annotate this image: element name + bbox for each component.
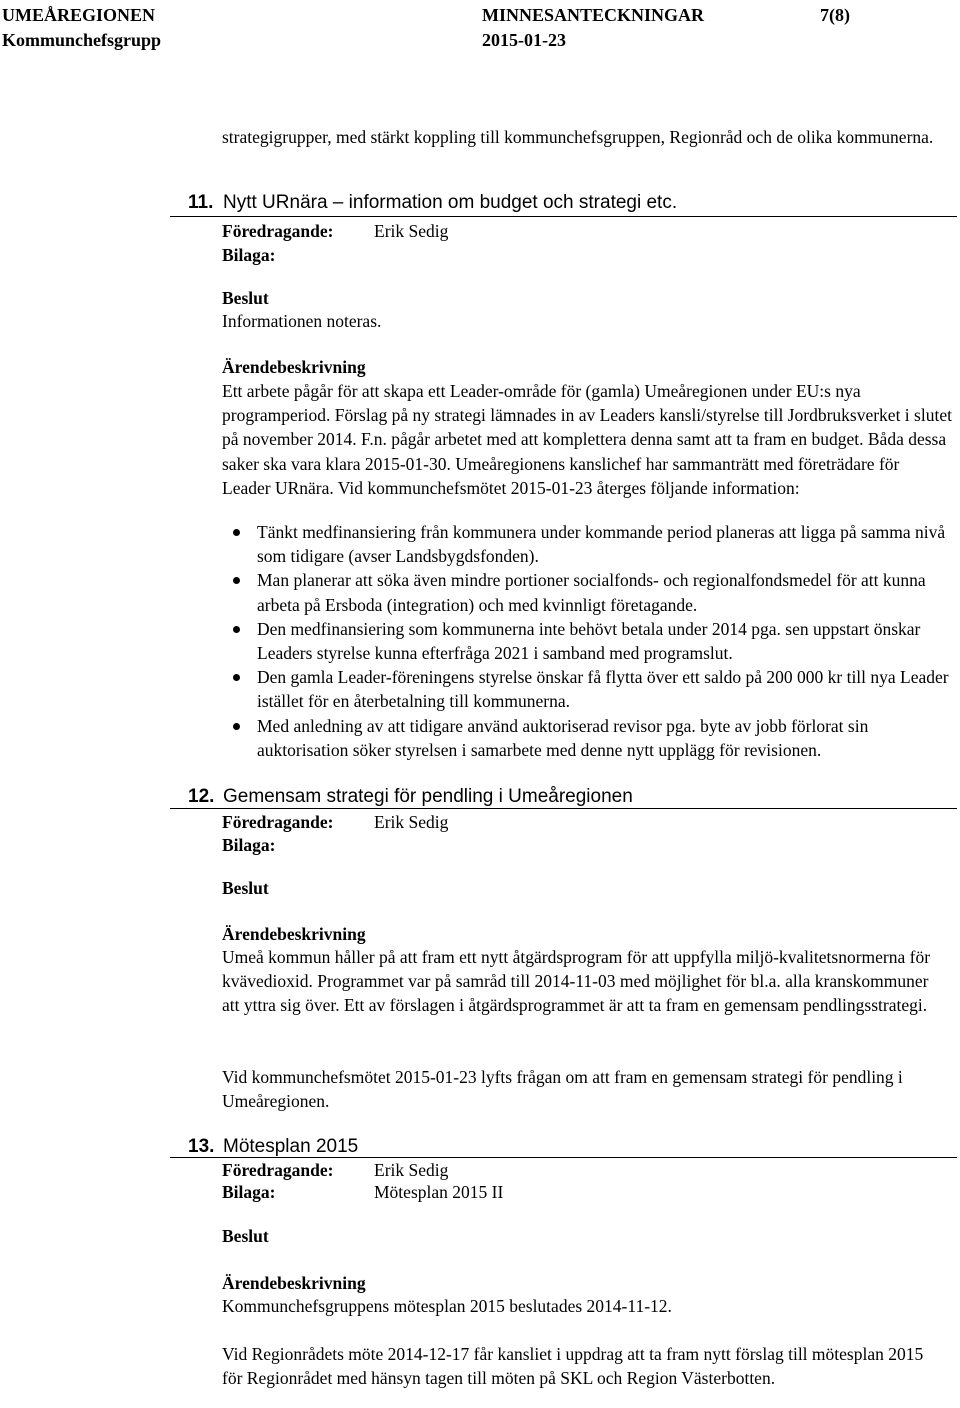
bullet-dot (233, 577, 240, 584)
attachment-label: Bilaga: (222, 1182, 276, 1202)
item-13-description-1: Kommunchefsgruppens mötesplan 2015 beslutades 2014-11-12. (222, 1296, 672, 1316)
item-11-bullet-list (222, 520, 957, 762)
bullet-text: Med anledning av att tidigare använd auktoriserad revisor pga. byte av jobb förlorat sin auktorisation söker styrelsen i samarbete med denne nytt upplägg för revisionen. (257, 715, 869, 760)
item-11-presenter: Erik Sedig (374, 221, 449, 241)
attachment-label: Bilaga: (222, 835, 276, 855)
item-13-presenter: Erik Sedig (374, 1160, 449, 1180)
item-13-description-2: Vid Regionrådets möte 2014-12-17 får kansliet i uppdrag att ta fram nytt förslag till mötesplan 2015 för Regionrådet med hänsyn tagen till möten på SKL och Region Västerbotten. (222, 1344, 924, 1389)
bullet-item (222, 665, 957, 713)
item-13-attachment-row (222, 1181, 503, 1203)
item-12-number: 12. (188, 786, 215, 807)
item-11-attachment-row (222, 244, 374, 266)
item-13-divider (170, 1157, 957, 1158)
bullet-item (222, 520, 957, 568)
intro-paragraph: strategigrupper, med stärkt koppling till kommunchefsgruppen, Regionråd och de olika kommunerna. (222, 127, 934, 147)
item-11-title-text: Nytt URnära – information om budget och strategi etc. (223, 192, 678, 213)
item-11-number: 11. (188, 192, 214, 213)
item-12-presenter: Erik Sedig (374, 812, 449, 832)
attachment-label: Bilaga: (222, 245, 276, 265)
header-group: Kommunchefsgrupp (2, 30, 162, 50)
bullet-dot (233, 626, 240, 633)
item-11-decision-heading: Beslut (222, 288, 269, 308)
item-12-description-1: Umeå kommun håller på att fram ett nytt åtgärdsprogram för att uppfylla miljö-kvalitetsnormerna för kvävedioxid. Programmet var på samråd till 2014-11-03 med möjlighet för bl.a. alla kranskommuner att yttra sig över. Ett av förslagen i åtgärdsprogrammet är att ta fram en gemensam pendlingsstrategi. (222, 947, 931, 1016)
bullet-dot (233, 529, 240, 536)
item-12-divider (170, 808, 957, 809)
bullet-text: Den gamla Leader-föreningens styrelse önskar få flytta över ett saldo på 200 000 kr till nya Leader istället för en återbetalning till kommunerna. (257, 667, 949, 712)
item-13-number: 13. (188, 1136, 215, 1157)
item-11-divider (170, 216, 957, 217)
bullet-item (222, 568, 957, 616)
item-11-decision-text: Informationen noteras. (222, 311, 382, 331)
item-12-title-text: Gemensam strategi för pendling i Umeåregionen (223, 786, 633, 807)
header-org: UMEÅREGIONEN (2, 5, 156, 25)
item-11-description-heading: Ärendebeskrivning (222, 357, 366, 377)
item-12-attachment-row (222, 834, 374, 856)
bullet-item (222, 617, 957, 665)
item-12-description-heading: Ärendebeskrivning (222, 924, 366, 944)
item-11-description: Ett arbete pågår för att skapa ett Leader-område för (gamla) Umeåregionen under EU:s nya programperiod. Förslag på ny strategi lämnades in av Leaders kansli/styrelse till Jordbruksverket i slutet på november 2014. F.n. pågår arbetet med att komplettera denna samt att ta fram en budget. Båda dessa saker ska vara klara 2015-01-30. Umeåregionens kanslichef har sammanträtt med företrädare för Leader URnära. Vid kommunchefsmötet 2015-01-23 återges följande information: (222, 381, 952, 498)
bullet-text: Den medfinansiering som kommunerna inte behövt betala under 2014 pga. sen uppstart önskar Leaders styrelse kunna efterfråga 2021 i samband med programslut. (257, 618, 921, 664)
presenter-label: Föredragande: (222, 221, 334, 241)
header-page-number: 7(8) (820, 5, 850, 25)
presenter-label: Föredragande: (222, 1160, 334, 1180)
item-12-title (188, 786, 633, 808)
item-13-attachment: Mötesplan 2015 II (374, 1182, 504, 1202)
header-doc-type: MINNESANTECKNINGAR (482, 5, 705, 25)
header-date: 2015-01-23 (482, 30, 566, 50)
item-13-title (188, 1136, 358, 1158)
bullet-dot (233, 723, 240, 730)
item-12-description-2: Vid kommunchefsmötet 2015-01-23 lyfts frågan om att fram en gemensam strategi för pendling i Umeåregionen. (222, 1067, 903, 1112)
item-13-presenter-row (222, 1159, 448, 1181)
item-13-description-heading: Ärendebeskrivning (222, 1273, 366, 1293)
item-13-title-text: Mötesplan 2015 (223, 1136, 359, 1157)
bullet-dot (233, 674, 240, 681)
item-11-presenter-row (222, 220, 448, 242)
bullet-item (222, 714, 957, 762)
presenter-label: Föredragande: (222, 812, 334, 832)
item-12-decision-heading: Beslut (222, 878, 269, 898)
item-12-presenter-row (222, 811, 448, 833)
item-13-decision-heading: Beslut (222, 1226, 269, 1246)
bullet-text: Man planerar att söka även mindre portioner socialfonds- och regionalfondsmedel för att kunna arbeta på Ersboda (integration) och med kvinnligt företagande. (257, 570, 926, 615)
item-11-title (188, 192, 677, 214)
bullet-text: Tänkt medfinansiering från kommunera under kommande period planeras att ligga på samma nivå som tidigare (avser Landsbygdsfonden). (257, 522, 946, 567)
